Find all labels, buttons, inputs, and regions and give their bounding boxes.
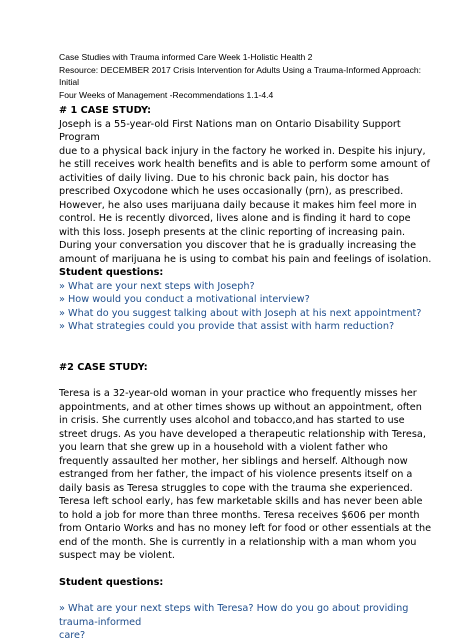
paragraph-spacer	[59, 589, 449, 602]
case2-line: to hold a job for more than three months. Teresa receives $606 per month	[59, 509, 420, 521]
case1-line: due to a physical back injury in the factory he worked in. Despite his injury,	[59, 145, 426, 157]
case1-question: » What do you suggest talking about with Joseph at his next appointment?	[59, 307, 422, 319]
section-spacer	[59, 334, 449, 361]
case1-question: » What strategies could you provide that assist with harm reduction?	[59, 321, 395, 332]
document-body	[59, 104, 449, 643]
heading-spacer	[59, 374, 449, 387]
case2-question: » What are your next steps with Teresa? How do you go about providing	[59, 603, 409, 614]
case2-question: trauma-informed	[59, 616, 142, 628]
case2-line: estranged from her father, the impact of his violence presents itself on a	[59, 469, 413, 480]
case1-line: During your conversation you discover that he is gradually increasing the	[59, 240, 417, 251]
case2-line: daily basis as Teresa struggles to cope with the trauma she experienced.	[59, 482, 413, 494]
case2-line: appointments, and at other times shows up without an appointment, often	[59, 401, 422, 413]
paragraph-spacer	[59, 563, 449, 576]
case1-line: with this loss. Joseph presents at the clinic reporting of increasing pain.	[59, 226, 406, 238]
case2-line: in crisis. She currently uses alcohol and tobacco,and has started to use	[59, 415, 405, 426]
case2-line: you learn that she grew up in a household with a violent father who	[59, 442, 388, 453]
case1-line: prescribed Oxycodone which he uses occasionally (prn), as prescribed.	[59, 186, 404, 197]
case2-line: Teresa left school early, has few marketable skills and has never been able	[59, 496, 423, 507]
case1-line: activities of daily living. Due to his chronic back pain, his doctor has	[59, 172, 389, 184]
case2-heading: #2 CASE STUDY:	[59, 361, 148, 373]
case2-questions-heading: Student questions:	[59, 576, 164, 588]
case2-line: suspect may be violent.	[59, 550, 175, 561]
case2-line: end of the month. She is currently in a relationship with a man whom you	[59, 536, 417, 548]
case1-question: » What are your next steps with Joseph?	[59, 280, 255, 292]
case2-text	[59, 387, 449, 563]
case2-line: street drugs. As you have developed a therapeutic relationship with Teresa,	[59, 428, 426, 440]
case1-heading: # 1 CASE STUDY:	[59, 105, 152, 116]
case2-line: Teresa is a 32-year-old woman in your practice who frequently misses her	[59, 388, 417, 399]
case1-line: he still receives work health benefits and is able to perform some amount of	[59, 159, 430, 170]
header-title: Case Studies with Trauma informed Care Week 1-Holistic Health 2	[59, 52, 313, 62]
header-resource-cont: Four Weeks of Management -Recommendations 1.1-4.4	[59, 89, 274, 100]
case2-question: care?	[59, 630, 86, 641]
case1-question: » How would you conduct a motivational interview?	[59, 294, 310, 305]
case2-line: frequently assaulted her mother, her siblings and herself. Although now	[59, 455, 408, 467]
case1-line: Program	[59, 132, 100, 143]
document-header	[59, 51, 439, 101]
case2-line: from Ontario Works and has no money left for food or other essentials at the	[59, 523, 432, 534]
case1-text	[59, 118, 449, 267]
case1-line: control. He is recently divorced, lives alone and is finding it hard to cope	[59, 213, 411, 224]
case1-questions	[59, 280, 449, 334]
case1-line: amount of marijuana he is using to combat his pain and feelings of isolation.	[59, 253, 432, 265]
case2-questions	[59, 602, 449, 643]
case1-questions-heading: Student questions:	[59, 267, 164, 278]
case1-line: Joseph is a 55-year-old First Nations man on Ontario Disability Support	[59, 118, 401, 130]
case1-line: However, he also uses marijuana daily because it makes him feel more in	[59, 199, 417, 211]
header-resource: Resource: DECEMBER 2017 Crisis Intervention for Adults Using a Trauma-Informed Approach: Initial	[59, 64, 422, 88]
